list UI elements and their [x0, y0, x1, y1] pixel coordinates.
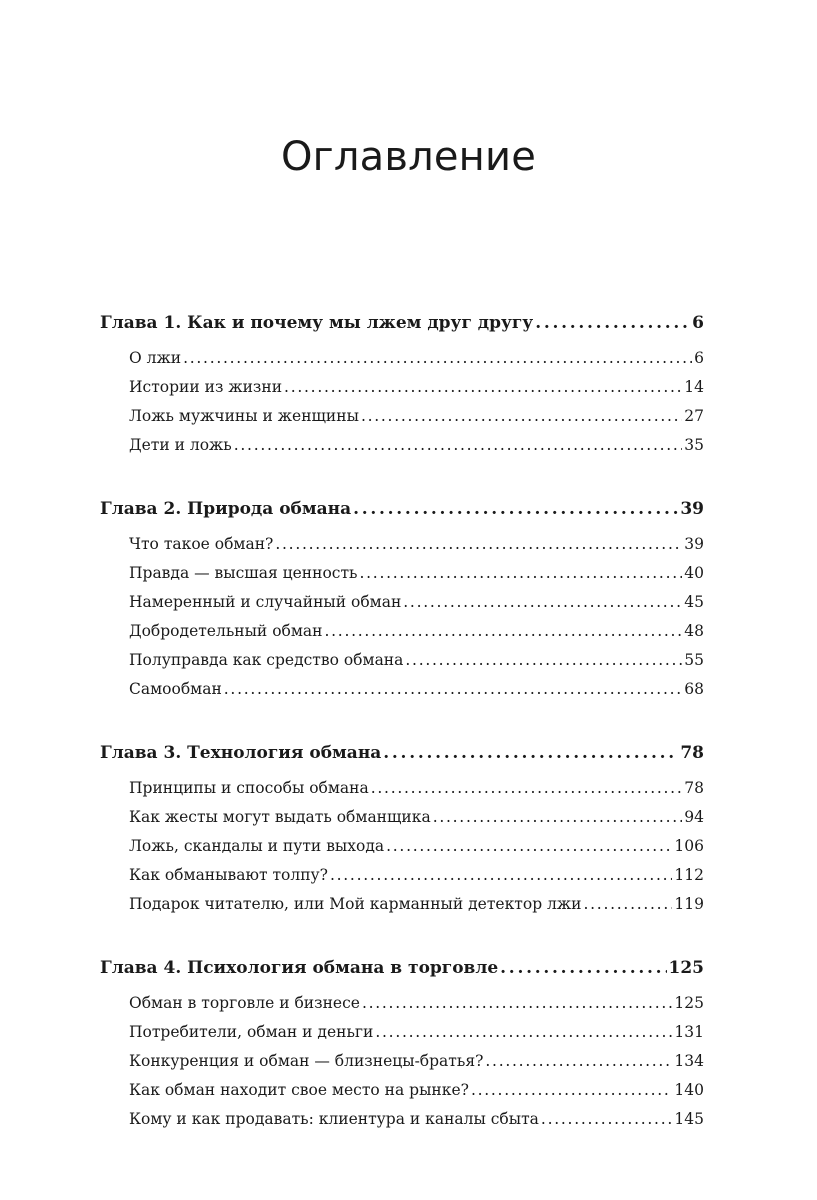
- section-title: Намеренный и случайный обман: [129, 593, 402, 611]
- toc-entry[interactable]: [100, 530, 704, 559]
- chapter-2: [100, 492, 704, 704]
- chapter-heading[interactable]: [100, 736, 704, 770]
- chapter-title: Глава 3. Технология обмана: [100, 743, 382, 763]
- toc-entry[interactable]: [100, 617, 704, 646]
- dot-leader: [284, 373, 682, 402]
- dot-leader: [583, 890, 672, 919]
- page-number: 131: [674, 1023, 704, 1041]
- toc-entry[interactable]: [100, 675, 704, 704]
- chapter-heading[interactable]: [100, 951, 704, 985]
- dot-leader: [234, 431, 683, 460]
- section-title: Принципы и способы обмана: [129, 779, 369, 797]
- page-number: 78: [684, 779, 704, 797]
- dot-leader: [183, 344, 692, 373]
- page-number: 125: [674, 994, 704, 1012]
- chapter-heading[interactable]: [100, 492, 704, 526]
- dot-leader: [386, 832, 672, 861]
- chapter-1: [100, 306, 704, 460]
- toc-entry[interactable]: [100, 1047, 704, 1076]
- section-title: Истории из жизни: [129, 378, 283, 396]
- section-title: Потребители, обман и деньги: [129, 1023, 374, 1041]
- dot-leader: [471, 1076, 672, 1105]
- page-number: 40: [684, 564, 704, 582]
- section-title: Полуправда как средство обмана: [129, 651, 404, 669]
- dot-leader: [362, 989, 672, 1018]
- page-number: 39: [680, 499, 704, 519]
- section-title: Самообман: [129, 680, 222, 698]
- page-number: 140: [674, 1081, 704, 1099]
- page-number: 125: [668, 958, 704, 978]
- page-number: 119: [674, 895, 704, 913]
- toc-entry[interactable]: [100, 646, 704, 675]
- dot-leader: [353, 492, 678, 526]
- section-title: Ложь мужчины и женщины: [129, 407, 359, 425]
- page-number: 68: [684, 680, 704, 698]
- page-number: 6: [694, 349, 704, 367]
- dot-leader: [485, 1047, 672, 1076]
- dot-leader: [330, 861, 672, 890]
- page-number: 14: [684, 378, 704, 396]
- page-number: 78: [680, 743, 704, 763]
- section-title: Добродетельный обман: [129, 622, 323, 640]
- page-number: 35: [684, 436, 704, 454]
- chapter-3: [100, 736, 704, 919]
- section-title: Ложь, скандалы и пути выхода: [129, 837, 385, 855]
- toc-entry[interactable]: [100, 890, 704, 919]
- toc-entry[interactable]: [100, 774, 704, 803]
- toc-entry[interactable]: [100, 344, 704, 373]
- dot-leader: [383, 736, 678, 770]
- toc-entry[interactable]: [100, 1105, 704, 1134]
- chapter-4: [100, 951, 704, 1134]
- page-number: 134: [674, 1052, 704, 1070]
- chapter-heading[interactable]: [100, 306, 704, 340]
- toc-entry[interactable]: [100, 373, 704, 402]
- toc-entry[interactable]: [100, 431, 704, 460]
- page-number: 48: [684, 622, 704, 640]
- table-of-contents: [100, 306, 704, 1166]
- dot-leader: [405, 646, 682, 675]
- dot-leader: [275, 530, 682, 559]
- toc-entry[interactable]: [100, 559, 704, 588]
- dot-leader: [433, 803, 683, 832]
- section-title: Кому и как продавать: клиентура и каналы сбыта: [129, 1110, 539, 1128]
- section-title: Что такое обман?: [129, 535, 274, 553]
- section-title: Как жесты могут выдать обманщика: [129, 808, 431, 826]
- section-title: Обман в торговле и бизнесе: [129, 994, 360, 1012]
- chapter-title: Глава 1. Как и почему мы лжем друг другу: [100, 313, 534, 333]
- section-title: О лжи: [129, 349, 182, 367]
- dot-leader: [371, 774, 683, 803]
- page-number: 112: [674, 866, 704, 884]
- toc-entry[interactable]: [100, 402, 704, 431]
- toc-entry[interactable]: [100, 588, 704, 617]
- dot-leader: [375, 1018, 672, 1047]
- page-number: 106: [674, 837, 704, 855]
- section-title: Конкуренция и обман — близнецы-братья?: [129, 1052, 484, 1070]
- dot-leader: [500, 951, 666, 985]
- page-number: 145: [674, 1110, 704, 1128]
- chapter-title: Глава 2. Природа обмана: [100, 499, 352, 519]
- toc-entry[interactable]: [100, 803, 704, 832]
- dot-leader: [224, 675, 682, 704]
- toc-entry[interactable]: [100, 832, 704, 861]
- section-title: Подарок читателю, или Мой карманный детектор лжи: [129, 895, 582, 913]
- page-number: 45: [684, 593, 704, 611]
- page-number: 27: [684, 407, 704, 425]
- page-number: 55: [684, 651, 704, 669]
- dot-leader: [361, 402, 682, 431]
- dot-leader: [403, 588, 682, 617]
- toc-entry[interactable]: [100, 1076, 704, 1105]
- dot-leader: [535, 306, 690, 340]
- dot-leader: [325, 617, 683, 646]
- page-number: 94: [684, 808, 704, 826]
- page-number: 6: [692, 313, 704, 333]
- dot-leader: [359, 559, 682, 588]
- section-title: Дети и ложь: [129, 436, 232, 454]
- chapter-title: Глава 4. Психология обмана в торговле: [100, 958, 499, 978]
- dot-leader: [541, 1105, 672, 1134]
- toc-entry[interactable]: [100, 989, 704, 1018]
- section-title: Правда — высшая ценность: [129, 564, 358, 582]
- section-title: Как обман находит свое место на рынке?: [129, 1081, 469, 1099]
- page-number: 39: [684, 535, 704, 553]
- toc-entry[interactable]: [100, 861, 704, 890]
- section-title: Как обманывают толпу?: [129, 866, 328, 884]
- toc-entry[interactable]: [100, 1018, 704, 1047]
- page-title: Оглавление: [280, 134, 537, 180]
